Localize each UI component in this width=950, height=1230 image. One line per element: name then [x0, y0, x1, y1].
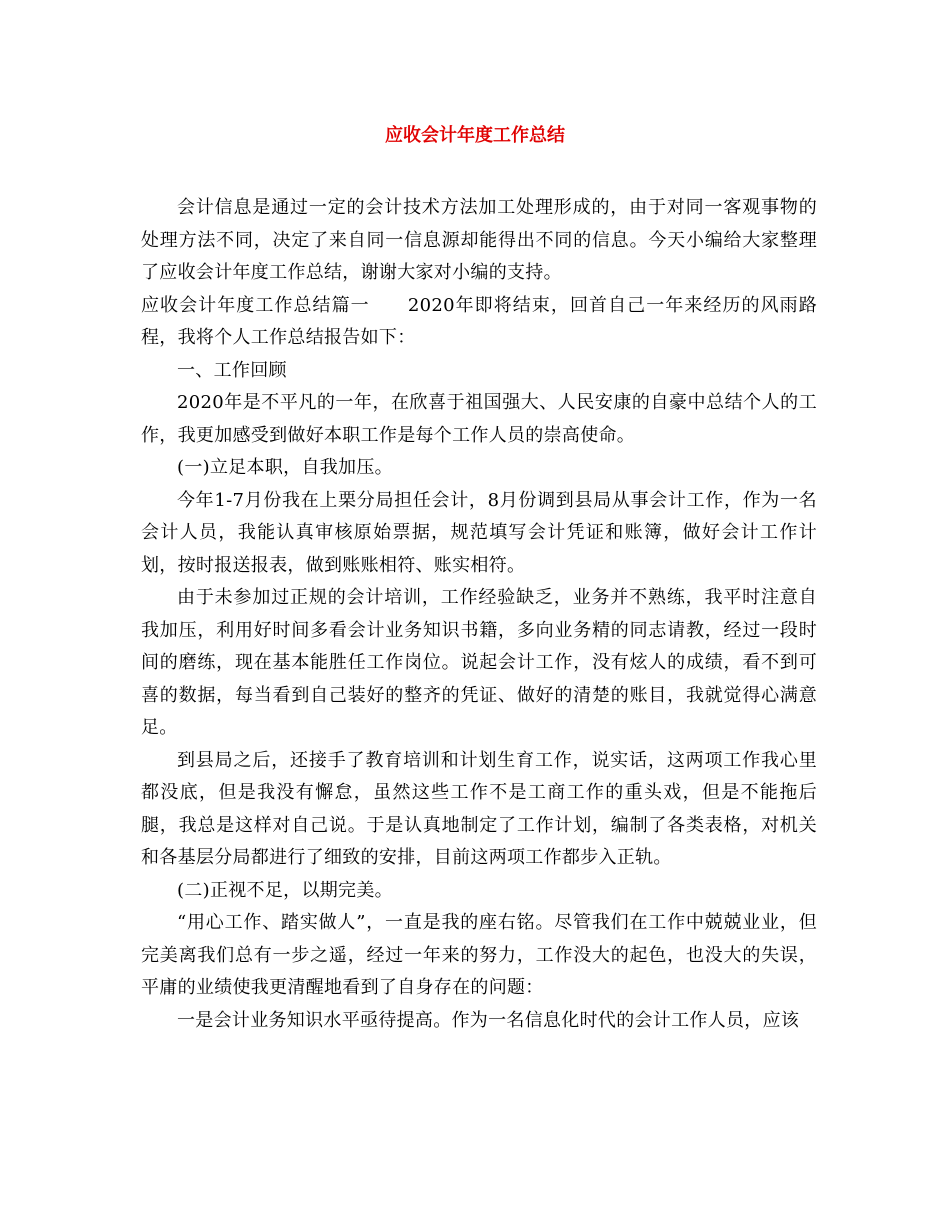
paragraph: 2020年是不平凡的一年，在欣喜于祖国强大、人民安康的自豪中总结个人的工作，我更加感受到做好本职工作是每个工作人员的崇高使命。 [141, 392, 817, 446]
section-heading: 一、工作回顾 [177, 359, 287, 381]
subsection-heading: (一)立足本职，自我加压。 [177, 457, 393, 478]
document-body [141, 192, 817, 1037]
paragraph: 会计信息是通过一定的会计技术方法加工处理形成的，由于对同一客观事物的处理方法不同，决定了来自同一信息源却能得出不同的信息。今天小编给大家整理了应收会计年度工作总结，谢谢大家对小编的支持。 [141, 197, 817, 283]
paragraph: “用心工作、踏实做人”，一直是我的座右铭。尽管我们在工作中兢兢业业，但完美离我们总有一步之遥，经过一年来的努力，工作没大的起色，也没大的失误，平庸的业绩使我更清醒地看到了自身存在的问题： [141, 912, 817, 998]
paragraph: 一是会计业务知识水平亟待提高。作为一名信息化时代的会计工作人员，应该 [177, 1009, 800, 1031]
document-title: 应收会计年度工作总结 [385, 125, 565, 146]
paragraph: 应收会计年度工作总结篇一 2020年即将结束，回首自己一年来经历的风雨路程，我将个人工作总结报告如下： [141, 294, 817, 348]
paragraph: 今年1-7月份我在上栗分局担任会计，8月份调到县局从事会计工作，作为一名会计人员，我能认真审核原始票据，规范填写会计凭证和账簿，做好会计工作计划，按时报送报表，做到账账相符、账实相符。 [141, 489, 817, 576]
subsection-heading: (二)正视不足，以期完美。 [177, 879, 393, 901]
paragraph: 由于未参加过正规的会计培训，工作经验缺乏，业务并不熟练，我平时注意自我加压，利用好时间多看会计业务知识书籍，多向业务精的同志请教，经过一段时间的磨练，现在基本能胜任工作岗位。说起会计工作，没有炫人的成绩，看不到可喜的数据，每当看到自己装好的整齐的凭证、做好的清楚的账目，我就觉得心满意足。 [141, 587, 817, 738]
paragraph: 到县局之后，还接手了教育培训和计划生育工作，说实话，这两项工作我心里都没底，但是我没有懈怠，虽然这些工作不是工商工作的重头戏，但是不能拖后腿，我总是这样对自己说。于是认真地制定了工作计划，编制了各类表格，对机关和各基层分局都进行了细致的安排，目前这两项工作都步入正轨。 [141, 749, 817, 868]
